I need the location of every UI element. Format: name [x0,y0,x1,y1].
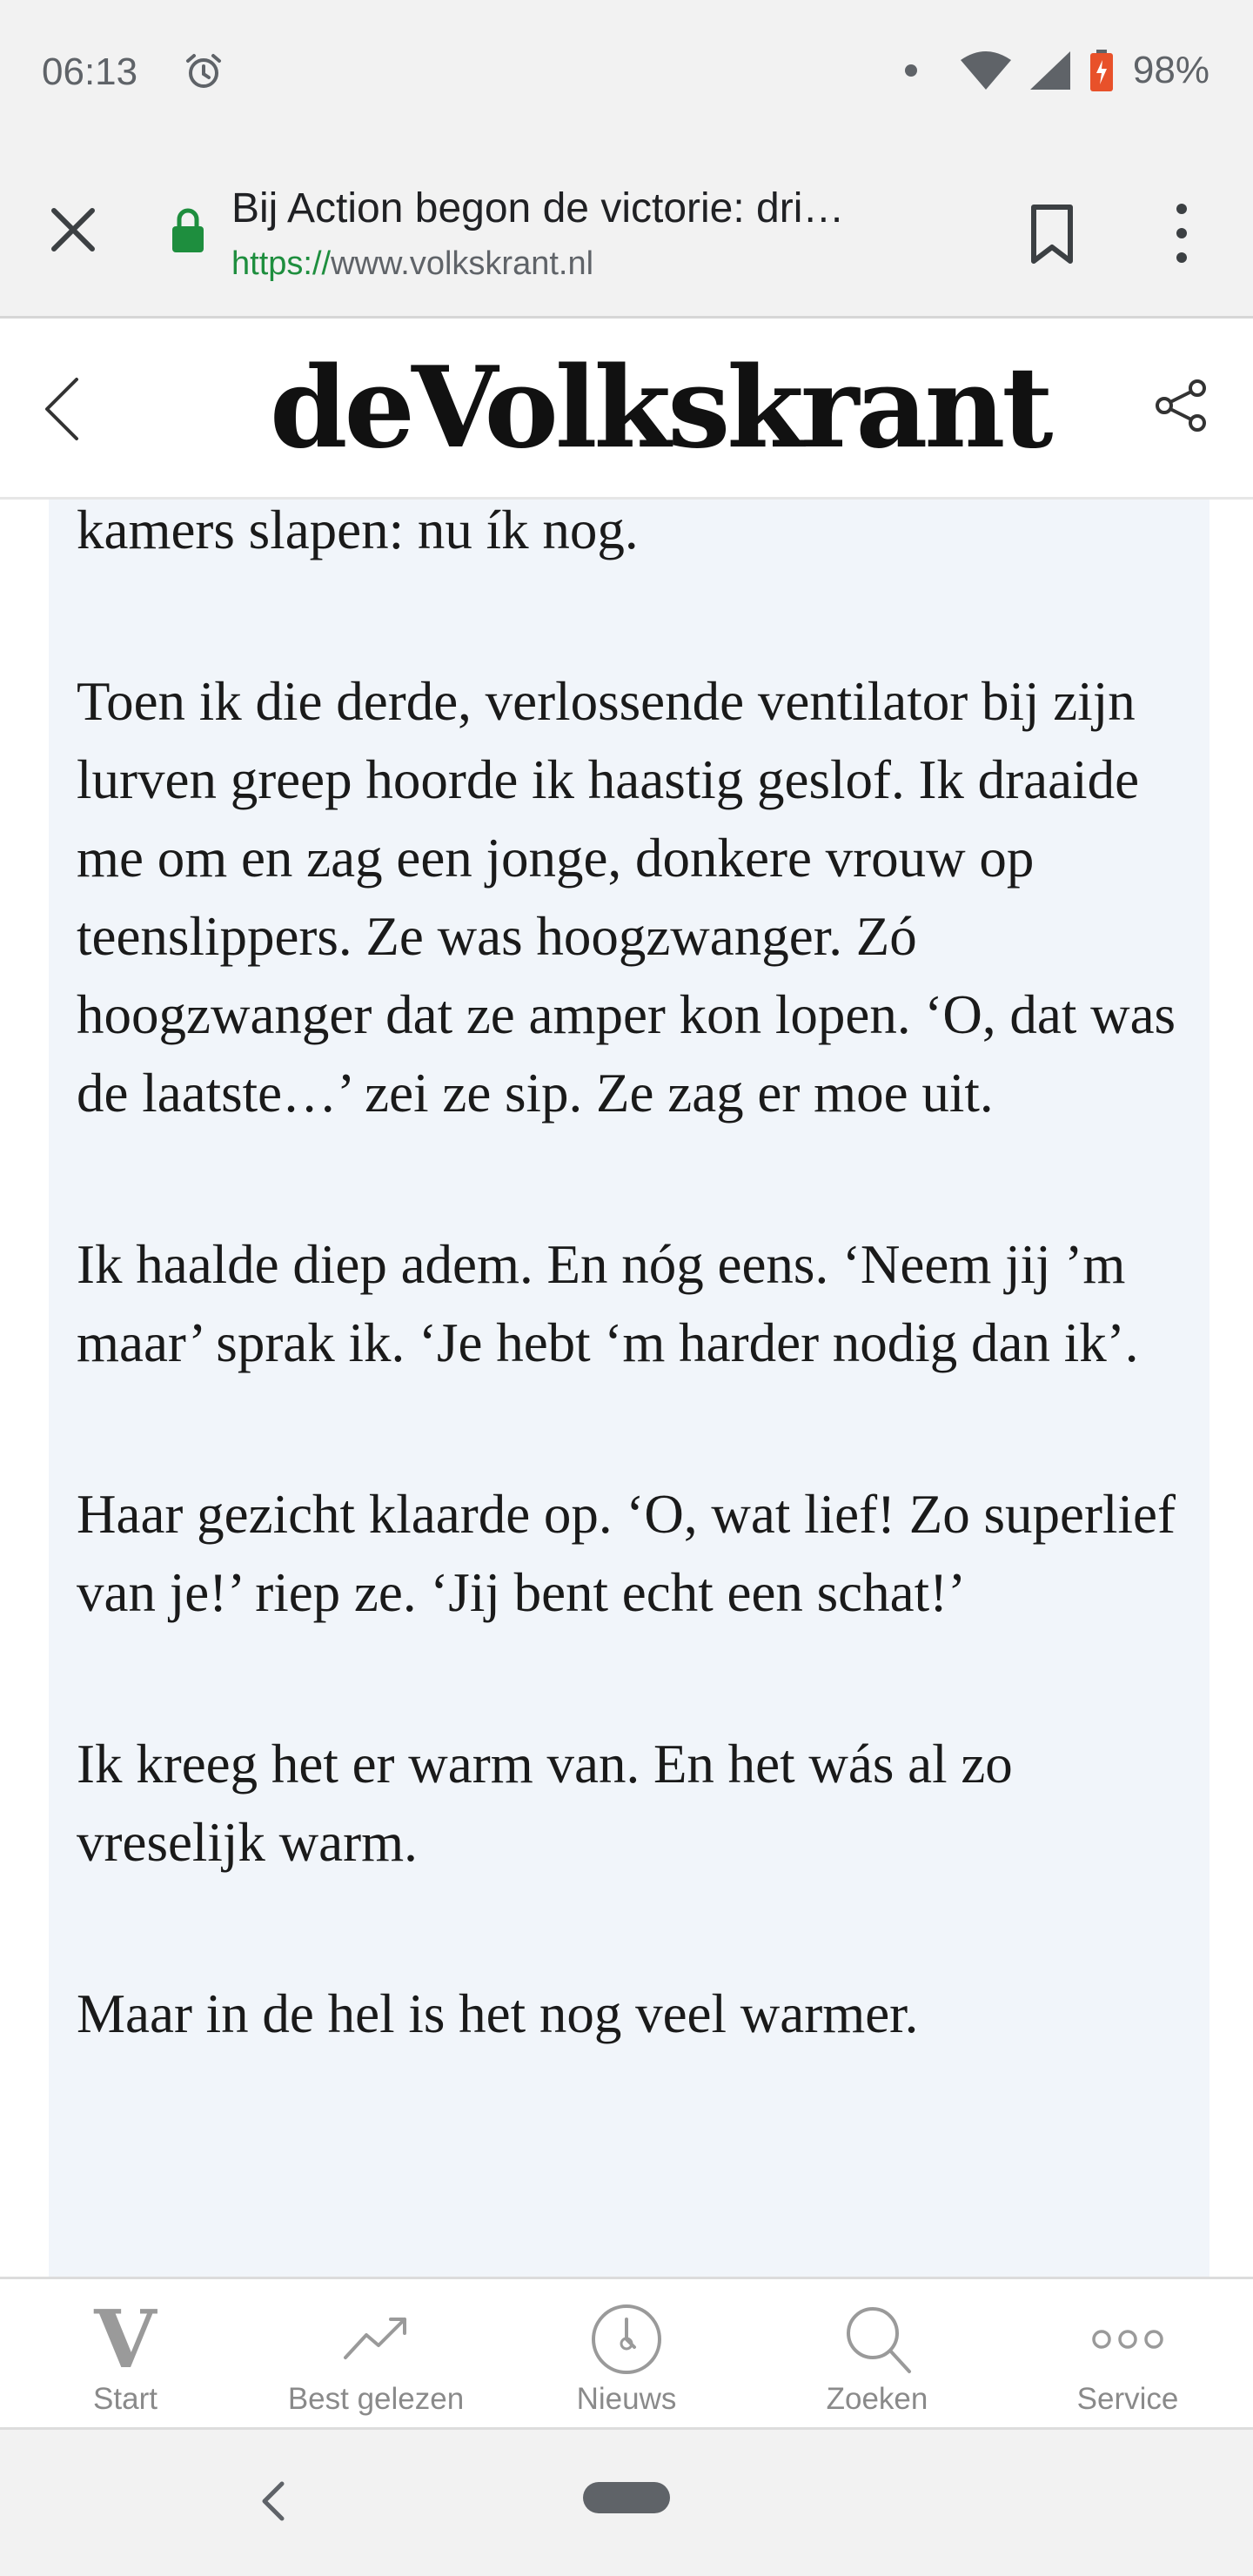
status-time: 06:13 [42,50,138,93]
status-bar [0,0,1253,148]
url-scheme: https:// [231,245,332,282]
battery-percentage: 98% [1132,49,1209,91]
nav-label: Start [93,2382,157,2416]
nav-start[interactable] [0,2279,251,2427]
article-paragraph: Haar gezicht klaarde op. ‘O, wat lief! Zo superlief van je!’ riep ze. ‘Jij bent echt een schat!’ [77,1484,1176,1623]
close-icon[interactable] [45,202,101,258]
battery-icon [1089,50,1114,91]
article-content [77,500,1199,2146]
nav-label: Best gelezen [287,2382,465,2416]
article-paragraph: Toen ik die derde, verlossende ventilator bij zijn lurven greep hoorde ik haastig geslof. Ik draaide me om en zag een jonge, donkere vrouw op teenslippers. Ze was hoogzwanger. Zó hoogzwanger dat ze amper kon lopen. ‘O, dat was de laatste…’ zei ze sip. Ze zag er moe uit. [77,671,1176,1124]
v-logo-icon: V [94,2292,157,2386]
back-chevron-icon[interactable] [40,374,84,444]
notification-dot-icon [905,64,917,77]
page-url[interactable] [231,245,593,283]
search-icon [838,2300,916,2378]
lock-icon [171,207,205,252]
trending-icon [337,2300,415,2378]
article-paragraph: Ik haalde diep adem. En nóg eens. ‘Neem jij ’m maar’ sprak ik. ‘Je hebt ‘m harder nodig dan ik’. [77,1234,1139,1373]
app-header [0,319,1253,500]
bottom-navigation [0,2277,1253,2430]
signal-icon [1030,51,1070,90]
nav-nieuws[interactable] [501,2279,752,2427]
status-icons [905,49,1209,92]
bookmark-icon[interactable] [1025,204,1079,265]
alarm-icon [183,50,224,92]
url-host: www.volkskrant.nl [331,245,594,282]
share-icon[interactable] [1154,378,1209,433]
wifi-icon [961,51,1011,90]
nav-best-gelezen[interactable] [251,2279,501,2427]
article-paragraph: Maar in de hel is het nog veel warmer. [77,1983,919,2044]
nav-label: Zoeken [826,2382,928,2416]
browser-toolbar [0,148,1253,319]
nav-zoeken[interactable] [752,2279,1002,2427]
page-title[interactable]: Bij Action begon de victorie: dri… [231,185,845,231]
clock-icon [587,2300,666,2378]
system-back-icon[interactable] [258,2479,287,2524]
article-paragraph: kamers slapen: nu ík nog. [77,500,639,560]
nav-label: Nieuws [576,2382,677,2416]
home-pill[interactable] [583,2482,670,2513]
more-options-icon[interactable] [1164,200,1199,266]
system-navigation-bar [0,2430,1253,2576]
article-body [49,500,1209,2277]
more-dots-icon [1089,2300,1167,2378]
nav-service[interactable] [1002,2279,1253,2427]
nav-label: Service [1076,2382,1179,2416]
volkskrant-logo[interactable]: deVolkskrant [270,343,1050,473]
article-paragraph: Ik kreeg het er warm van. En het wás al zo vreselijk warm. [77,1734,1013,1873]
